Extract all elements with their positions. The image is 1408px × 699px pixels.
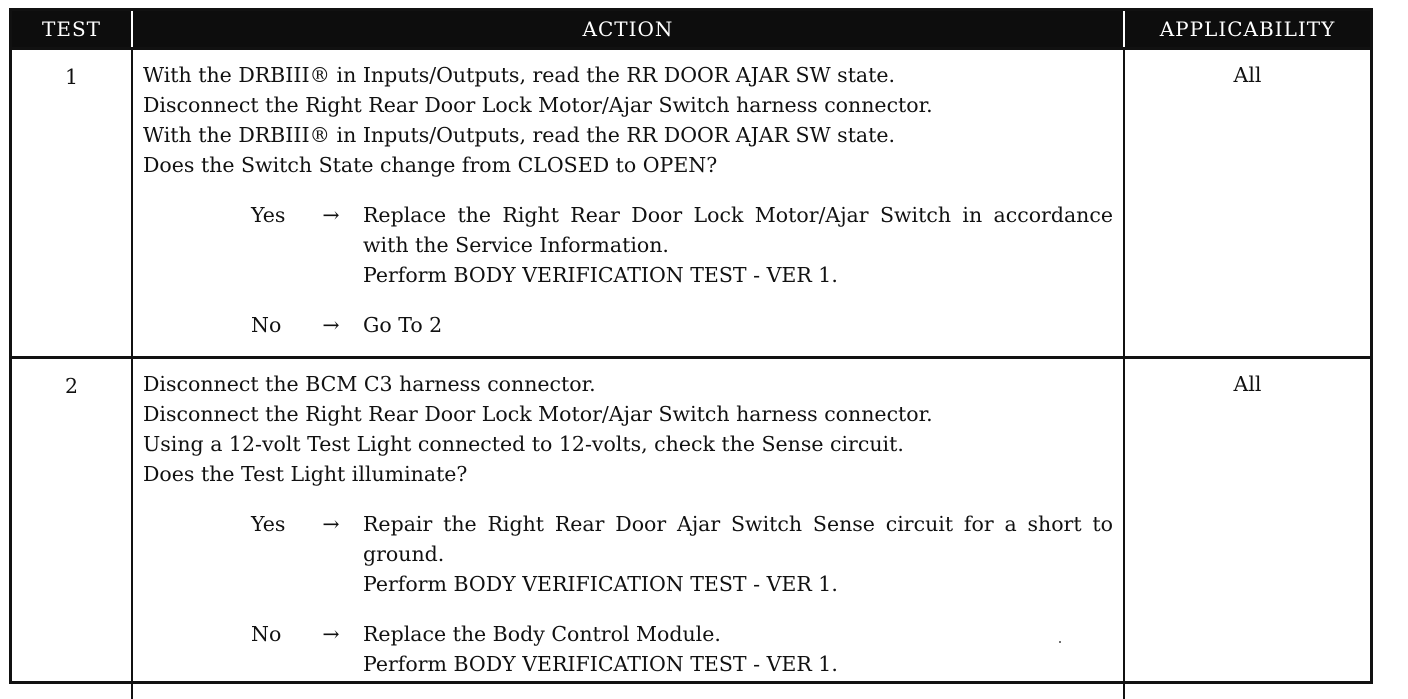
no-outcome [251, 619, 1113, 679]
result-line: Repair the Right Rear Door Ajar Switch Sense circuit for a short to ground. [363, 509, 1113, 569]
no-result [363, 310, 1113, 340]
action-step: Disconnect the Right Rear Door Lock Motor/Ajar Switch harness connector. [143, 399, 1113, 429]
applicability-cell [1124, 49, 1370, 358]
no-result [363, 619, 1113, 679]
table-row [12, 358, 1370, 699]
action-step: Disconnect the Right Rear Door Lock Motor/Ajar Switch harness connector. [143, 90, 1113, 120]
action-step: Using a 12-volt Test Light connected to 12-volts, check the Sense circuit. [143, 429, 1113, 459]
result-line: Perform BODY VERIFICATION TEST - VER 1. [363, 569, 1113, 599]
table-row [12, 49, 1370, 358]
action-step: Disconnect the BCM C3 harness connector. [143, 369, 1113, 399]
applicability-value: All [1125, 50, 1370, 90]
result-line: Replace the Body Control Module. [363, 619, 1113, 649]
result-line: Perform BODY VERIFICATION TEST - VER 1. [363, 649, 1113, 679]
right-arrow-icon: → [299, 310, 363, 340]
yes-label: Yes [251, 509, 299, 599]
applicability-cell [1124, 358, 1370, 699]
header-applicability: APPLICABILITY [1124, 11, 1370, 49]
no-outcome [251, 310, 1113, 340]
diagnostic-test-table [9, 8, 1373, 684]
test-number-cell [12, 49, 132, 358]
result-line: Go To 2 [363, 310, 1113, 340]
result-line: Perform BODY VERIFICATION TEST - VER 1. [363, 260, 1113, 290]
table-header [12, 11, 1370, 49]
action-cell [132, 49, 1124, 358]
header-action: ACTION [132, 11, 1124, 49]
header-test: TEST [12, 11, 132, 49]
no-label: No [251, 310, 299, 340]
test-table [12, 11, 1370, 699]
right-arrow-icon: → [299, 200, 363, 290]
result-line: Replace the Right Rear Door Lock Motor/Ajar Switch in accordance with the Service Information. [363, 200, 1113, 260]
action-cell [132, 358, 1124, 699]
test-number: 2 [12, 359, 131, 401]
yes-outcome [251, 509, 1113, 599]
yes-result [363, 200, 1113, 290]
action-step: Does the Test Light illuminate? [143, 459, 1113, 489]
action-step: Does the Switch State change from CLOSED to OPEN? [143, 150, 1113, 180]
test-number: 1 [12, 50, 131, 92]
no-label: No [251, 619, 299, 679]
right-arrow-icon: → [299, 619, 363, 679]
applicability-value: All [1125, 359, 1370, 399]
test-number-cell [12, 358, 132, 699]
header-row [12, 11, 1370, 49]
yes-result [363, 509, 1113, 599]
yes-outcome [251, 200, 1113, 290]
scan-speck [1059, 641, 1061, 643]
right-arrow-icon: → [299, 509, 363, 599]
action-step: With the DRBIII® in Inputs/Outputs, read the RR DOOR AJAR SW state. [143, 120, 1113, 150]
yes-label: Yes [251, 200, 299, 290]
action-step: With the DRBIII® in Inputs/Outputs, read the RR DOOR AJAR SW state. [143, 60, 1113, 90]
